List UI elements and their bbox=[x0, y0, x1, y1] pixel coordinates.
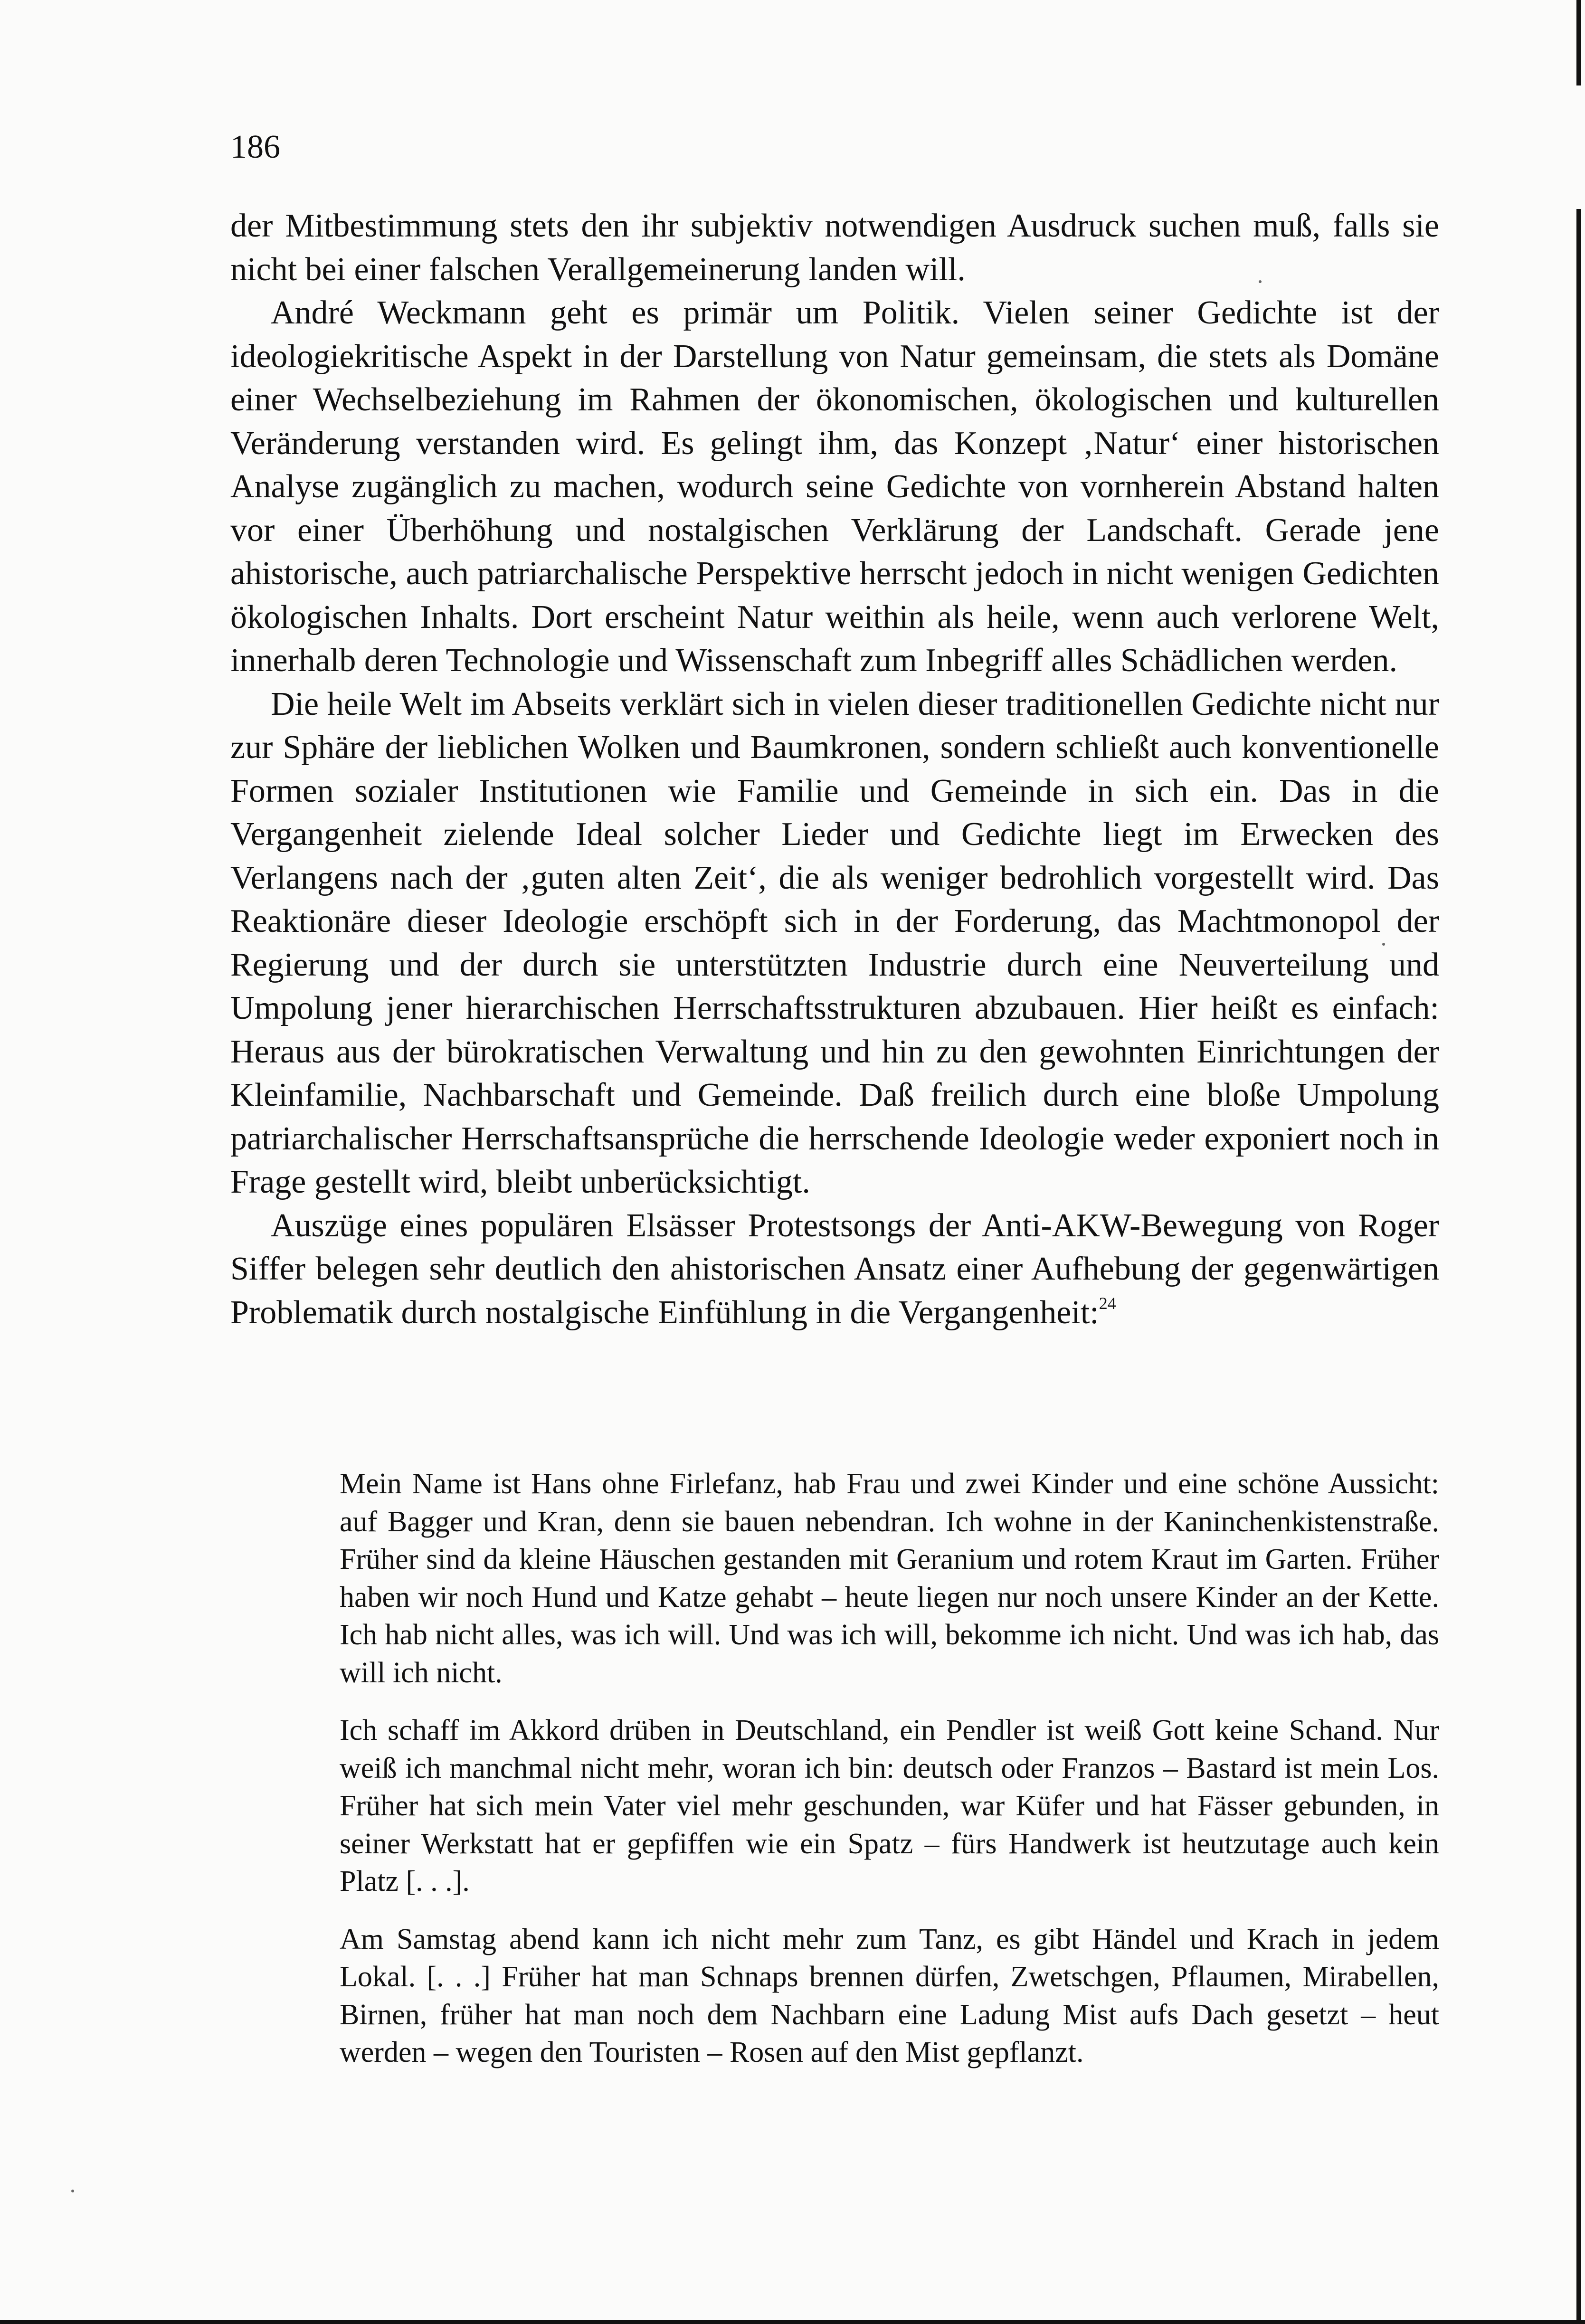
scan-edge-gap bbox=[1576, 85, 1581, 209]
paragraph-2: André Weckmann geht es primär um Politik. Vielen seiner Gedichte ist der ideologiekritische Aspekt in der Darstellung von Natur gemeinsam, die stets als Domäne einer Wechselbeziehung im Rahmen der ökonomischen, ökologischen und kulturellen Veränderung verstanden wird. Es gelingt ihm, das Konzept ‚Natur‘ einer historischen Analyse zugänglich zu machen, wodurch seine Gedichte von vornherein Abstand halten vor einer Überhöhung und nostalgischen Verklärung der Landschaft. Gerade jene ahistorische, auch patriarchalische Perspektive herrscht jedoch in nicht wenigen Gedichten ökologischen Inhalts. Dort erscheint Natur weithin als heile, wenn auch verlorene Welt, innerhalb deren Technologie und Wissenschaft zum Inbegriff alles Schädlichen werden. bbox=[230, 294, 1439, 679]
scan-edge-bottom bbox=[0, 2320, 1585, 2324]
page-number: 186 bbox=[230, 129, 280, 165]
paragraph-3: Die heile Welt im Abseits verklärt sich in vielen dieser traditionellen Gedichte nicht nur zur Sphäre der lieblichen Wolken und Baumkronen, sondern schließt auch konventionelle Formen sozialer Institutionen wie Familie und Gemeinde in sich ein. Das in die Vergangenheit zielende Ideal solcher Lieder und Gedichte liegt im Erwecken des Verlangens nach der ‚guten alten Zeit‘, die als weniger bedrohlich vorgestellt wird. Das Reaktionäre dieser Ideologie erschöpft sich in der Forderung, das Machtmonopol der Regierung und der durch sie unterstützten Industrie durch eine Neuverteilung und Umpolung jener hierarchischen Herrschaftsstrukturen abzubauen. Hier heißt es einfach: Heraus aus der bürokratischen Verwaltung und hin zu den gewohnten Einrichtungen der Kleinfamilie, Nachbarschaft und Gemeinde. Daß freilich durch eine bloße Umpolung patriarchalischer Herrschaftsansprüche die herrschende Ideologie weder exponiert noch in Frage gestellt wird, bleibt unberücksichtigt. bbox=[230, 685, 1439, 1200]
scan-speck bbox=[71, 2190, 74, 2192]
paragraph-4 bbox=[230, 1204, 1439, 1335]
body-text bbox=[230, 204, 1439, 1334]
block-quote bbox=[340, 1465, 1439, 2092]
scan-speck bbox=[1382, 943, 1385, 946]
quote-paragraph-3: Am Samstag abend kann ich nicht mehr zum Tanz, es gibt Händel und Krach in jedem Lokal. [. . .] Früher hat man Schnaps brennen dürfen, Zwetschgen, Pflaumen, Mirabellen, Birnen, früher hat man noch dem Nachbarn eine Ladung Mist aufs Dach gesetzt – heut werden – wegen den Touristen – Rosen auf den Mist gepflanzt. bbox=[340, 1923, 1439, 2068]
scan-speck bbox=[1259, 280, 1262, 283]
scan-edge-right bbox=[1576, 0, 1581, 2324]
quote-paragraph-1: Mein Name ist Hans ohne Firlefanz, hab Frau und zwei Kinder und eine schöne Aussicht: auf Bagger und Kran, denn sie bauen nebendran. Ich wohne in der Kaninchenkistenstraße. Früher sind da kleine Häuschen gestanden mit Geranium und rotem Kraut im Garten. Früher haben wir noch Hund und Katze gehabt – heute liegen nur noch unsere Kinder an der Kette. Ich hab nicht alles, was ich will. Und was ich will, bekomme ich nicht. Und was ich hab, das will ich nicht. bbox=[340, 1468, 1439, 1689]
paragraph-4-text: Auszüge eines populären Elsässer Protestsongs der Anti-AKW-Bewegung von Roger Siffer belegen sehr deutlich den ahistorischen Ansatz einer Aufhebung der gegenwärtigen Problematik durch nostalgische Einfühlung in die Vergangenheit: bbox=[230, 1207, 1439, 1331]
footnote-reference: 24 bbox=[1099, 1293, 1116, 1313]
paragraph-1: der Mitbestimmung stets den ihr subjektiv notwendigen Ausdruck suchen muß, falls sie nicht bei einer falschen Verallgemeinerung landen will. bbox=[230, 208, 1439, 288]
quote-paragraph-2: Ich schaff im Akkord drüben in Deutschland, ein Pendler ist weiß Gott keine Schand. Nur weiß ich manchmal nicht mehr, woran ich bin: deutsch oder Franzos – Bastard ist mein Los. Früher hat sich mein Vater viel mehr geschunden, war Küfer und hat Fässer gebunden, in seiner Werkstatt hat er gepfiffen wie ein Spatz – fürs Handwerk ist heutzutage auch kein Platz [. . .]. bbox=[340, 1714, 1439, 1897]
